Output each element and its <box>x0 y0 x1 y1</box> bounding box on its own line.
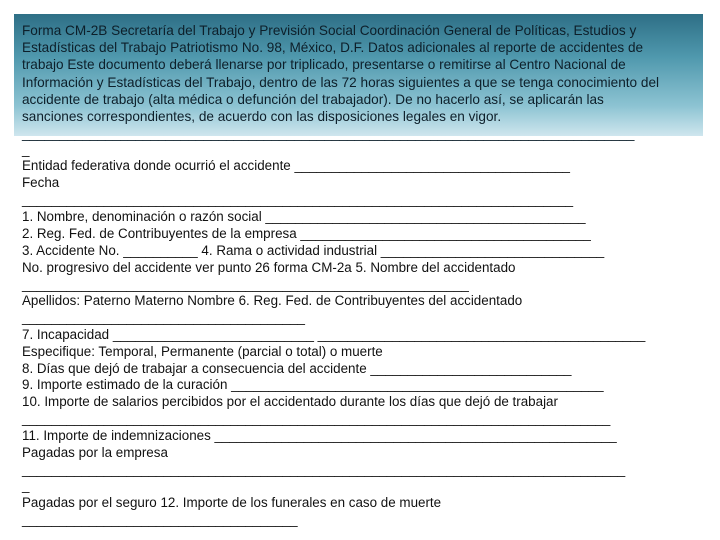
field-incapacidad: 7. Incapacidad ___________________________ ____________________________________________ <box>22 327 646 342</box>
field-especifique: Especifique: Temporal, Permanente (parcial o total) o muerte <box>22 344 383 359</box>
field-reg-fed-empresa: 2. Reg. Fed. de Contribuyentes de la empresa _______________________________________ <box>22 226 591 241</box>
form-header-text <box>22 22 694 142</box>
field-no-progresivo: No. progresivo del accidente ver punto 26 forma CM-2a 5. Nombre del accidentado <box>22 260 516 275</box>
field-accidente-rama: 3. Accidente No. __________ 4. Rama o actividad industrial ______________________________ <box>22 243 605 258</box>
field-pagadas-seguro-funerales: Pagadas por el seguro 12. Importe de los funerales en caso de muerte <box>22 495 442 510</box>
header-line: accidente de trabajo (alta médica o defunción del trabajador). De no hacerlo así, se aplicarán las <box>22 91 604 107</box>
header-line: Estadísticas del Trabajo Patriotismo No. 98, México, D.F. Datos adicionales al reporte de accidentes de <box>22 40 644 56</box>
field-nombre-accidentado-blank: ____________________________________________________________ <box>22 277 469 292</box>
field-dias-sin-trabajar: 8. Días que dejó de trabajar a consecuencia del accidente ___________________________ <box>22 361 572 376</box>
field-fecha-blank: __________________________________________________________________________ <box>22 192 574 207</box>
field-importe-curacion: 9. Importe estimado de la curación __________________________________________________ <box>22 377 604 392</box>
field-nombre-razon-social: 1. Nombre, denominación o razón social ___________________________________________ <box>22 209 586 224</box>
field-pagadas-empresa: Pagadas por la empresa <box>22 445 168 460</box>
rule-stub: _ <box>22 478 30 493</box>
field-fecha-label: Fecha <box>22 175 60 190</box>
field-pagadas-empresa-blank: _________________________________________________________________________________ <box>22 462 626 477</box>
header-line: trabajo Este documento deberá llenarse por triplicado, presentarse o remitirse al Centro Nacional de <box>22 57 626 73</box>
rule-stub: _ <box>22 142 30 157</box>
header-line: Forma CM-2B Secretaría del Trabajo y Previsión Social Coordinación General de Políticas, Estudios y <box>22 23 637 38</box>
field-importe-salarios: 10. Importe de salarios percibidos por el accidentado durante los días que dejó de trabajar <box>22 394 558 409</box>
field-salarios-blank: _______________________________________________________________________________ <box>22 411 611 426</box>
field-entidad-federativa: Entidad federativa donde ocurrió el accidente _____________________________________ <box>22 158 571 173</box>
header-line: sanciones correspondientes, de acuerdo con las disposiciones legales en vigor. <box>22 109 502 125</box>
header-line: Información y Estadísticas del Trabajo, dentro de las 72 horas siguientes a que se tenga conocimiento del <box>22 74 660 90</box>
field-apellidos-rfc: Apellidos: Paterno Materno Nombre 6. Reg. Fed. de Contribuyentes del accidentado <box>22 293 523 308</box>
field-funerales-blank: _____________________________________ <box>22 512 298 527</box>
header-rule: _________________________________________________________________________________ <box>22 126 635 142</box>
field-indemnizaciones: 11. Importe de indemnizaciones ______________________________________________________ <box>22 428 617 443</box>
field-rfc-blank: ______________________________________ <box>22 310 305 325</box>
